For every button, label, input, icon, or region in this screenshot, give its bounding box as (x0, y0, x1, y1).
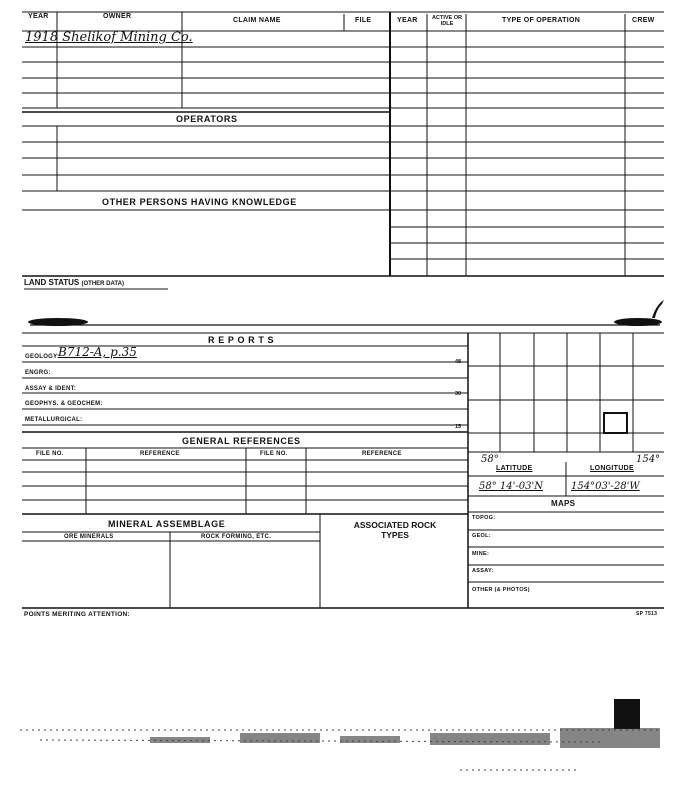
points-meriting-attention-label: POINTS MERITING ATTENTION: (24, 611, 131, 618)
ref-col-reference-2: REFERENCE (362, 451, 402, 457)
reports-title: R E P O R T S (208, 335, 275, 345)
general-references-title: GENERAL REFERENCES (182, 436, 301, 446)
margin-number: 30 (455, 391, 462, 397)
maps-topog-label: TOPOG: (472, 515, 496, 521)
header-year: YEAR (28, 13, 49, 20)
geophys-label: GEOPHYS. & GEOCHEM: (25, 401, 103, 407)
header-owner: OWNER (103, 13, 132, 20)
maps-mine-label: MINE: (472, 551, 490, 557)
rock-forming-label: ROCK FORMING, ETC. (201, 534, 272, 540)
owner-entry-handwritten: 1918 Shelikof Mining Co. (25, 30, 193, 45)
lat-degree-handwritten: 58° (481, 454, 499, 465)
land-status-label: LAND STATUS (OTHER DATA) (24, 278, 124, 287)
ref-col-reference: REFERENCE (140, 451, 180, 457)
longitude-label: LONGITUDE (590, 465, 634, 472)
latitude-label: LATITUDE (496, 465, 533, 472)
ref-col-file-no: FILE NO. (36, 451, 64, 457)
maps-assay-label: ASSAY: (472, 568, 494, 574)
maps-geol-label: GEOL: (472, 533, 491, 539)
metallurgical-label: METALLURGICAL: (25, 417, 83, 423)
header-claim-name: CLAIM NAME (233, 17, 281, 24)
maps-other-label: OTHER (& PHOTOS) (472, 587, 530, 593)
header-file: FILE (355, 17, 372, 24)
geology-label: GEOLOGY: (25, 354, 60, 360)
other-persons-title: OTHER PERSONS HAVING KNOWLEDGE (102, 197, 297, 207)
engrg-label: ENGRG: (25, 370, 51, 376)
longitude-value-handwritten: 154°03'-28'W (571, 481, 640, 492)
margin-number: 15 (455, 424, 462, 430)
latitude-value-handwritten: 58° 14'-03'N (479, 481, 543, 492)
form-number: SP 7513 (636, 611, 658, 617)
geology-value-handwritten: B712-A, p.35 (58, 345, 137, 359)
ore-minerals-label: ORE MINERALS (64, 534, 114, 540)
mineral-assemblage-title: MINERAL ASSEMBLAGE (108, 519, 226, 529)
lon-degree-handwritten: 154° (636, 454, 661, 465)
maps-title: MAPS (551, 499, 576, 508)
margin-number: 48 (455, 359, 462, 365)
header-active-or-idle: ACTIVE OR IDLE (432, 15, 462, 27)
ref-col-file-no-2: FILE NO. (260, 451, 288, 457)
assay-ident-label: ASSAY & IDENT: (25, 386, 77, 392)
associated-rock-types-label: ASSOCIATED ROCK TYPES (353, 520, 437, 540)
header-type-of-operation: TYPE OF OPERATION (502, 17, 581, 24)
header-year-2: YEAR (397, 17, 418, 24)
operators-title: OPERATORS (176, 114, 238, 124)
header-crew: CREW (632, 17, 655, 24)
